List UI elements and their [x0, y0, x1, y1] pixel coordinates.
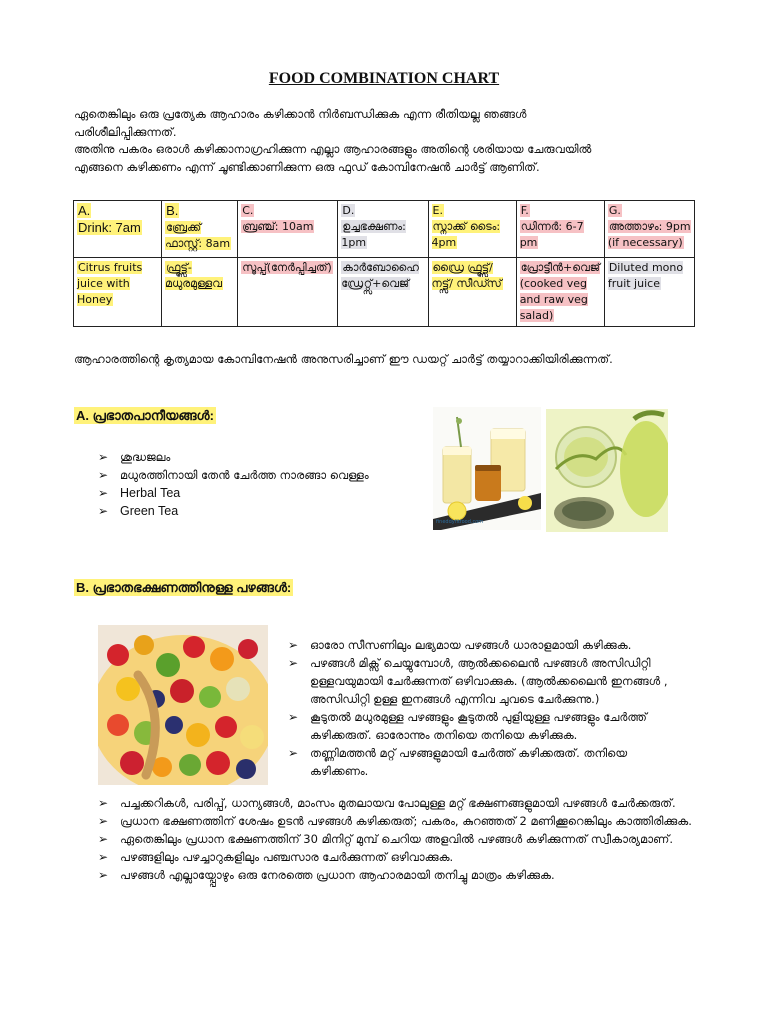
food-combination-table — [73, 200, 695, 327]
arrow-bullet-icon: ➢ — [98, 832, 109, 846]
table-cell: G. അത്താഴം: 9pm (if necessary) — [604, 201, 694, 258]
lemon-honey-drinks-image — [433, 407, 541, 530]
table-cell: Diluted mono fruit juice — [604, 258, 694, 327]
list-item: ➢ Green Tea — [98, 504, 179, 518]
list-item: ➢ Herbal Tea — [98, 486, 181, 500]
arrow-bullet-icon: ➢ — [288, 656, 299, 670]
document-title: FOOD COMBINATION CHART — [268, 70, 500, 87]
table-cell: A. Drink: 7am — [74, 201, 162, 258]
arrow-bullet-icon: ➢ — [98, 504, 109, 518]
list-item: ➢ പഴങ്ങൾ മിക്സ് ചെയ്യുമ്പോൾ, ആൽക്കലൈൻ പഴങ്ങൾ അസിഡിറ്റി ഉള്ളവയുമായി ചേർക്കുന്നത് ഒഴിവാക്കുക. (ആൽക്കലൈൻ ഇനങ്ങൾ , അസിഡിറ്റി ഉള്ള ഇനങ്ങൾ എന്നിവ ചുവടെ ചേർക്കുന്നു.) — [288, 656, 668, 706]
arrow-bullet-icon: ➢ — [98, 850, 109, 864]
intro-line: ഏതെങ്കിലും ഒരു പ്രത്യേക ആഹാരം കഴിക്കാൻ നിർബന്ധിക്കുക എന്ന രീതിയല്ല ഞങ്ങൾ — [74, 107, 527, 121]
drinks-image-caption: fineddyfitfood.com — [436, 519, 484, 525]
section-b-heading: B. പ്രഭാതഭക്ഷണത്തിനുള്ള പഴങ്ങൾ: — [76, 580, 292, 595]
table-cell: E. സ്നാക്ക് ടൈം: 4pm — [428, 201, 516, 258]
table-cell: സൂപ്പ്(നേർപ്പിച്ചത്) — [238, 258, 338, 327]
table-cell: D. ഉച്ചഭക്ഷണം: 1pm — [338, 201, 428, 258]
section-b-list-right — [288, 636, 688, 780]
arrow-bullet-icon: ➢ — [98, 468, 109, 482]
arrow-bullet-icon: ➢ — [98, 796, 109, 810]
arrow-bullet-icon: ➢ — [98, 814, 109, 828]
section-b-list-full — [98, 794, 698, 884]
table-cell: കാർബോഹൈ ഡ്രേറ്റ്സ്+വെജ് — [338, 258, 428, 327]
intro-line: എങ്ങനെ കഴിക്കണം എന്ന് ചൂണ്ടിക്കാണിക്കുന്ന ഒരു ഫുഡ് കോമ്പിനേഷൻ ചാർട്ട് ആണിത്. — [74, 159, 540, 174]
table-cell: C. ബ്രഞ്ച്: 10am — [238, 201, 338, 258]
arrow-bullet-icon: ➢ — [288, 710, 299, 724]
table-cell: ഫ്രൂട്ട്സ്- മധുരമുള്ളവ — [162, 258, 238, 327]
list-item: ➢ ഏതെങ്കിലും പ്രധാന ഭക്ഷണത്തിന് 30 മിനിറ്റ് മുമ്പ് ചെറിയ അളവിൽ പഴങ്ങൾ കഴിക്കുന്നത് സ്വീകാര്യമാണ്. — [98, 832, 673, 846]
table-cell: Citrus fruits juice with Honey — [74, 258, 162, 327]
table-cell: F. ഡിന്നർ: 6-7 pm — [516, 201, 604, 258]
arrow-bullet-icon: ➢ — [288, 746, 299, 760]
list-item: ➢ കൂടുതൽ മധുരമുള്ള പഴങ്ങളും കൂടുതൽ പുളിയുള്ള പഴങ്ങളും ചേർത്ത് കഴിക്കരുത്. ഓരോന്നും തനിയെ തനിയെ കഴിക്കുക. — [288, 710, 647, 742]
list-item: ➢ തണ്ണിമത്തൻ മറ്റ് പഴങ്ങളുമായി ചേർത്ത് കഴിക്കരുത്. തനിയെ കഴിക്കണം. — [288, 746, 628, 778]
green-tea-illustration — [546, 409, 668, 532]
table-cell: ഡ്രൈ ഫ്രൂട്ട്സ്/നട്ട്സ്/ സീഡ്സ് — [428, 258, 516, 327]
green-tea-image — [546, 409, 668, 532]
list-item: ➢ ശുദ്ധജലം — [98, 450, 171, 464]
arrow-bullet-icon: ➢ — [98, 486, 109, 500]
list-item: ➢ പച്ചക്കറികൾ, പരിപ്പ്, ധാന്യങ്ങൾ, മാംസം മുതലായവ പോലുള്ള മറ്റ് ഭക്ഷണങ്ങളുമായി പഴങ്ങൾ ചേർക്കരുത്. — [98, 796, 676, 810]
table-cell: B. ബ്രേക്ക് ഫാസ്റ്റ്: 8am — [162, 201, 238, 258]
arrow-bullet-icon: ➢ — [98, 868, 109, 882]
arrow-bullet-icon: ➢ — [98, 450, 109, 464]
intro-line: പരിശീലിപ്പിക്കുന്നത്. — [74, 124, 177, 139]
section-a-list — [98, 448, 369, 520]
list-item: ➢ മധുരത്തിനായി തേൻ ചേർത്ത നാരങ്ങാ വെള്ളം — [98, 468, 369, 482]
section-a-heading: A. പ്രഭാതപാനീയങ്ങൾ: — [76, 408, 214, 423]
intro-paragraph — [74, 106, 694, 176]
table-header-row — [74, 201, 695, 258]
table-cell: പ്രോട്ടീൻ+വെജ് (cooked veg and raw veg salad) — [516, 258, 604, 327]
chart-note: ആഹാരത്തിന്റെ കൃത്യമായ കോമ്പിനേഷൻ അനുസരിച്ചാണ് ഈ ഡയറ്റ് ചാർട്ട് തയ്യാറാക്കിയിരിക്കുന്നത്. — [74, 352, 613, 366]
drinks-illustration — [433, 407, 541, 530]
list-item: ➢ പഴങ്ങളിലും പഴച്ചാറുകളിലും പഞ്ചസാര ചേർക്കുന്നത് ഒഴിവാക്കുക. — [98, 850, 454, 864]
arrow-bullet-icon: ➢ — [288, 638, 299, 652]
list-item: ➢ പ്രധാന ഭക്ഷണത്തിന് ശേഷം ഉടൻ പഴങ്ങൾ കഴിക്കരുത്; പകരം, കുറഞ്ഞത് 2 മണിക്കൂറെങ്കിലും കാത്തിരിക്കുക. — [98, 814, 692, 828]
list-item: ➢ പഴങ്ങൾ എല്ലായ്പ്പോഴും ഒരു നേരത്തെ പ്രധാന ആഹാരമായി തനിച്ചു മാത്രം കഴിക്കുക. — [98, 868, 555, 882]
intro-line: അതിനു പകരം ഒരാൾ കഴിക്കാനാഗ്രഹിക്കുന്ന എല്ലാ ആഹാരങ്ങളും അതിന്റെ ശരിയായ ചേരുവയിൽ — [74, 142, 592, 156]
table-row — [74, 258, 695, 327]
fruit-salad-image — [98, 625, 268, 785]
fruit-salad-illustration — [98, 625, 268, 785]
list-item: ➢ ഓരോ സീസണിലും ലഭ്യമായ പഴങ്ങൾ ധാരാളമായി കഴിക്കുക. — [288, 638, 632, 652]
